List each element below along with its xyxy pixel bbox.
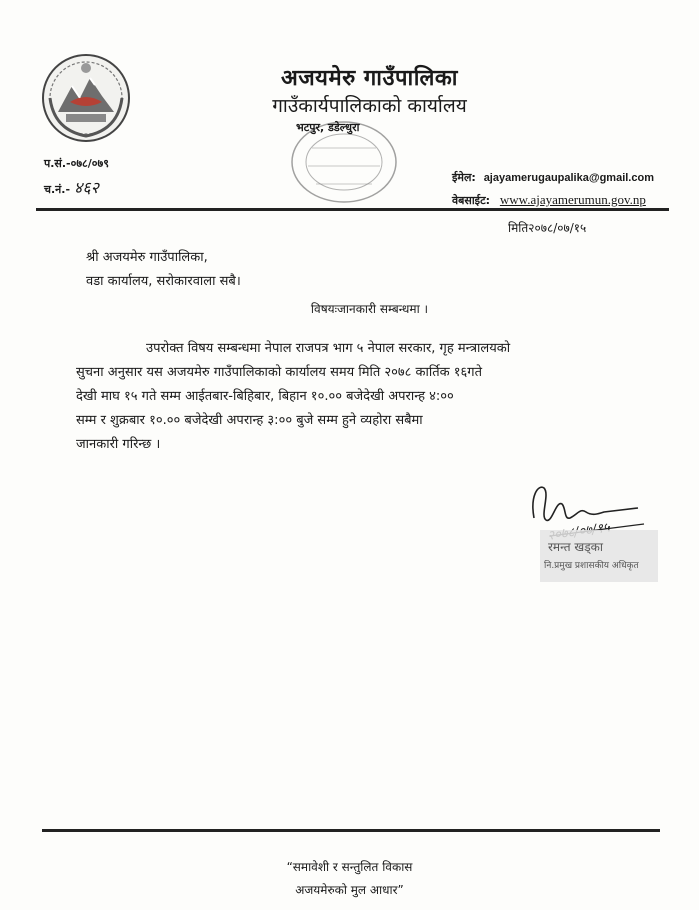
office-address: भटपुर, डडेल्धुरा [296,121,360,134]
website-label: वेबसाईट: [452,194,491,207]
motto-line-1: “समावेशी र सन्तुलित विकास [286,860,413,874]
body-line: उपरोक्त विषय सम्बन्धमा नेपाल राजपत्र भाग ५ नेपाल सरकार, गृह मन्त्रालयको [146,341,511,356]
office-name: गाउँकार्यपालिकाको कार्यालय [272,95,467,117]
signatory-name: रमन्त खड्का [548,540,603,554]
website-row [452,192,646,208]
body-line: जानकारी गरिन्छ । [76,437,161,452]
body-line: देखी माघ १५ गते सम्म आईतबार-बिहिबार, बिहान १०.०० बजेदेखी अपरान्ह ४:०० [76,389,454,404]
email-row [452,170,654,185]
reference-value: ०७८/०७९ [70,157,109,170]
signatory-designation: नि.प्रमुख प्रशासकीय अधिकृत [544,561,639,571]
email-address[interactable]: ajayamerugaupalika@gmail.com [483,172,654,184]
letter-body [76,337,656,457]
header-divider [36,208,669,211]
body-line: सुचना अनुसार यस अजयमेरु गाउँपालिकाको कार्यालय समय मिति २०७८ कार्तिक १६गते [76,365,483,380]
recipient-line-1: श्री अजयमेरु गाउँपालिका, [86,250,208,265]
reference-number [44,156,109,171]
footer-divider [42,829,660,832]
reference-label: प.सं.- [44,157,71,170]
email-label: ईमेल: [452,171,476,184]
dispatch-value: ४६२ [74,178,99,197]
dispatch-label: च.नं.- [44,183,71,196]
signature-block [520,478,665,590]
body-line: सम्म र शुक्रबार १०.०० बजेदेखी अपरान्ह ३:०० बुजे सम्म हुने व्यहोरा सबैमा [76,413,423,428]
organization-title: अजयमेरु गाउँपालिका [281,66,458,91]
letter-date: मिति२०७८/०७/१५ [508,221,587,235]
website-link[interactable]: www.ajayamerumun.gov.np [499,192,646,207]
motto-line-2: अजयमेरुको मुल आधार” [295,883,404,897]
recipient-line-2: वडा कार्यालय, सरोकारवाला सबै। [86,274,241,289]
letter-subject: विषयःजानकारी सम्बन्धमा । [310,302,429,316]
dispatch-number [44,176,99,198]
